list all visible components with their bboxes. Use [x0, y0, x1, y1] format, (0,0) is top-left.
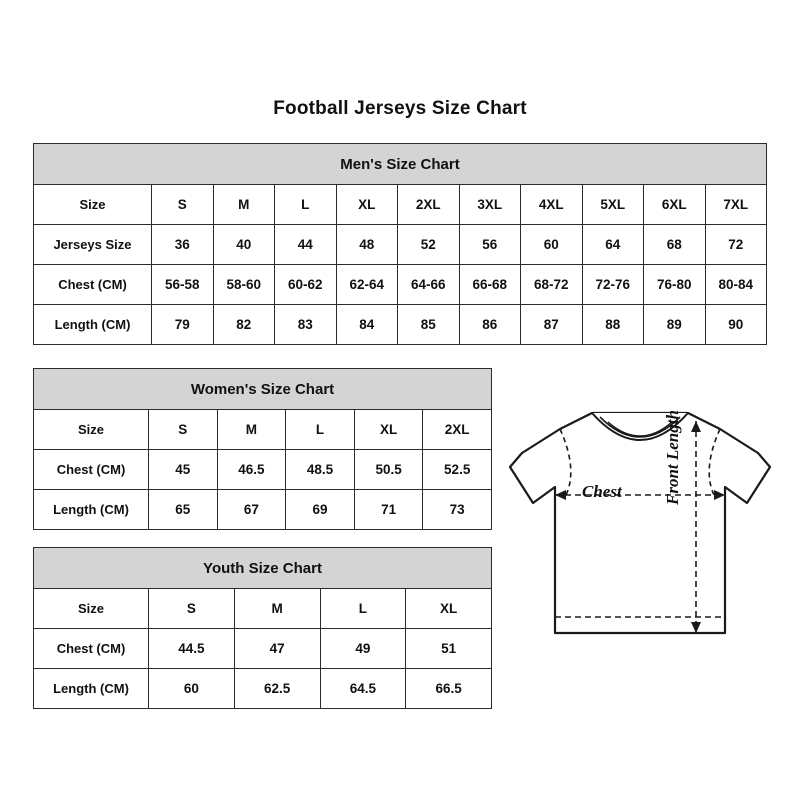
cell: 62-64 [336, 265, 398, 305]
cell: 72 [705, 225, 767, 265]
cell: 36 [152, 225, 214, 265]
column-header: S [152, 185, 214, 225]
row-label: Length (CM) [34, 669, 149, 709]
cell: 65 [149, 490, 218, 530]
cell: 60 [149, 669, 235, 709]
table-header-row [34, 548, 492, 589]
row-label: Length (CM) [34, 305, 152, 345]
column-header: XL [336, 185, 398, 225]
youth-table [33, 547, 492, 709]
womens-table-header: Women's Size Chart [34, 369, 492, 410]
cell: 64 [582, 225, 644, 265]
table-row [34, 305, 767, 345]
cell: 71 [354, 490, 423, 530]
youth-size-chart [33, 547, 492, 709]
cell: 76-80 [644, 265, 706, 305]
cell: 66-68 [459, 265, 521, 305]
row-label: Chest (CM) [34, 265, 152, 305]
cell: 88 [582, 305, 644, 345]
youth-table-header: Youth Size Chart [34, 548, 492, 589]
table-header-row [34, 144, 767, 185]
mens-table [33, 143, 767, 345]
column-header: XL [354, 410, 423, 450]
chest-measure-label: Chest [582, 482, 622, 501]
column-header: L [286, 410, 355, 450]
table-row [34, 669, 492, 709]
cell: 86 [459, 305, 521, 345]
cell: 51 [406, 629, 492, 669]
table-row [34, 185, 767, 225]
table-row [34, 450, 492, 490]
cell: 83 [275, 305, 337, 345]
cell: 68-72 [521, 265, 583, 305]
cell: 50.5 [354, 450, 423, 490]
cell: 69 [286, 490, 355, 530]
cell: 56-58 [152, 265, 214, 305]
front-length-measure-label: Front Length [663, 410, 682, 505]
cell: 62.5 [234, 669, 320, 709]
column-header: L [320, 589, 406, 629]
cell: 46.5 [217, 450, 286, 490]
cell: 40 [213, 225, 275, 265]
cell: 44.5 [149, 629, 235, 669]
column-header: S [149, 410, 218, 450]
column-header: 4XL [521, 185, 583, 225]
cell: 89 [644, 305, 706, 345]
column-header: M [213, 185, 275, 225]
cell: 79 [152, 305, 214, 345]
cell: 47 [234, 629, 320, 669]
cell: 48 [336, 225, 398, 265]
column-header: Size [34, 185, 152, 225]
cell: 72-76 [582, 265, 644, 305]
column-header: M [234, 589, 320, 629]
jersey-measurement-diagram [500, 395, 780, 695]
table-row [34, 490, 492, 530]
cell: 90 [705, 305, 767, 345]
column-header: 5XL [582, 185, 644, 225]
column-header: L [275, 185, 337, 225]
cell: 85 [398, 305, 460, 345]
cell: 60 [521, 225, 583, 265]
table-row [34, 410, 492, 450]
column-header: M [217, 410, 286, 450]
cell: 48.5 [286, 450, 355, 490]
cell: 49 [320, 629, 406, 669]
column-header: 6XL [644, 185, 706, 225]
cell: 87 [521, 305, 583, 345]
page-title: Football Jerseys Size Chart [273, 98, 527, 119]
cell: 64.5 [320, 669, 406, 709]
cell: 60-62 [275, 265, 337, 305]
column-header: Size [34, 589, 149, 629]
cell: 56 [459, 225, 521, 265]
column-header: 3XL [459, 185, 521, 225]
cell: 45 [149, 450, 218, 490]
womens-table [33, 368, 492, 530]
column-header: 2XL [398, 185, 460, 225]
cell: 68 [644, 225, 706, 265]
cell: 67 [217, 490, 286, 530]
cell: 84 [336, 305, 398, 345]
cell: 44 [275, 225, 337, 265]
column-header: S [149, 589, 235, 629]
cell: 73 [423, 490, 492, 530]
jersey-icon [500, 395, 780, 695]
table-row [34, 265, 767, 305]
mens-size-chart [33, 143, 767, 345]
table-row [34, 589, 492, 629]
column-header: Size [34, 410, 149, 450]
column-header: XL [406, 589, 492, 629]
row-label: Chest (CM) [34, 629, 149, 669]
cell: 58-60 [213, 265, 275, 305]
row-label: Chest (CM) [34, 450, 149, 490]
mens-table-header: Men's Size Chart [34, 144, 767, 185]
cell: 52.5 [423, 450, 492, 490]
row-label: Jerseys Size [34, 225, 152, 265]
cell: 80-84 [705, 265, 767, 305]
row-label: Length (CM) [34, 490, 149, 530]
cell: 82 [213, 305, 275, 345]
cell: 64-66 [398, 265, 460, 305]
cell: 66.5 [406, 669, 492, 709]
table-row [34, 225, 767, 265]
column-header: 2XL [423, 410, 492, 450]
column-header: 7XL [705, 185, 767, 225]
table-row [34, 629, 492, 669]
womens-size-chart [33, 368, 492, 530]
table-header-row [34, 369, 492, 410]
cell: 52 [398, 225, 460, 265]
